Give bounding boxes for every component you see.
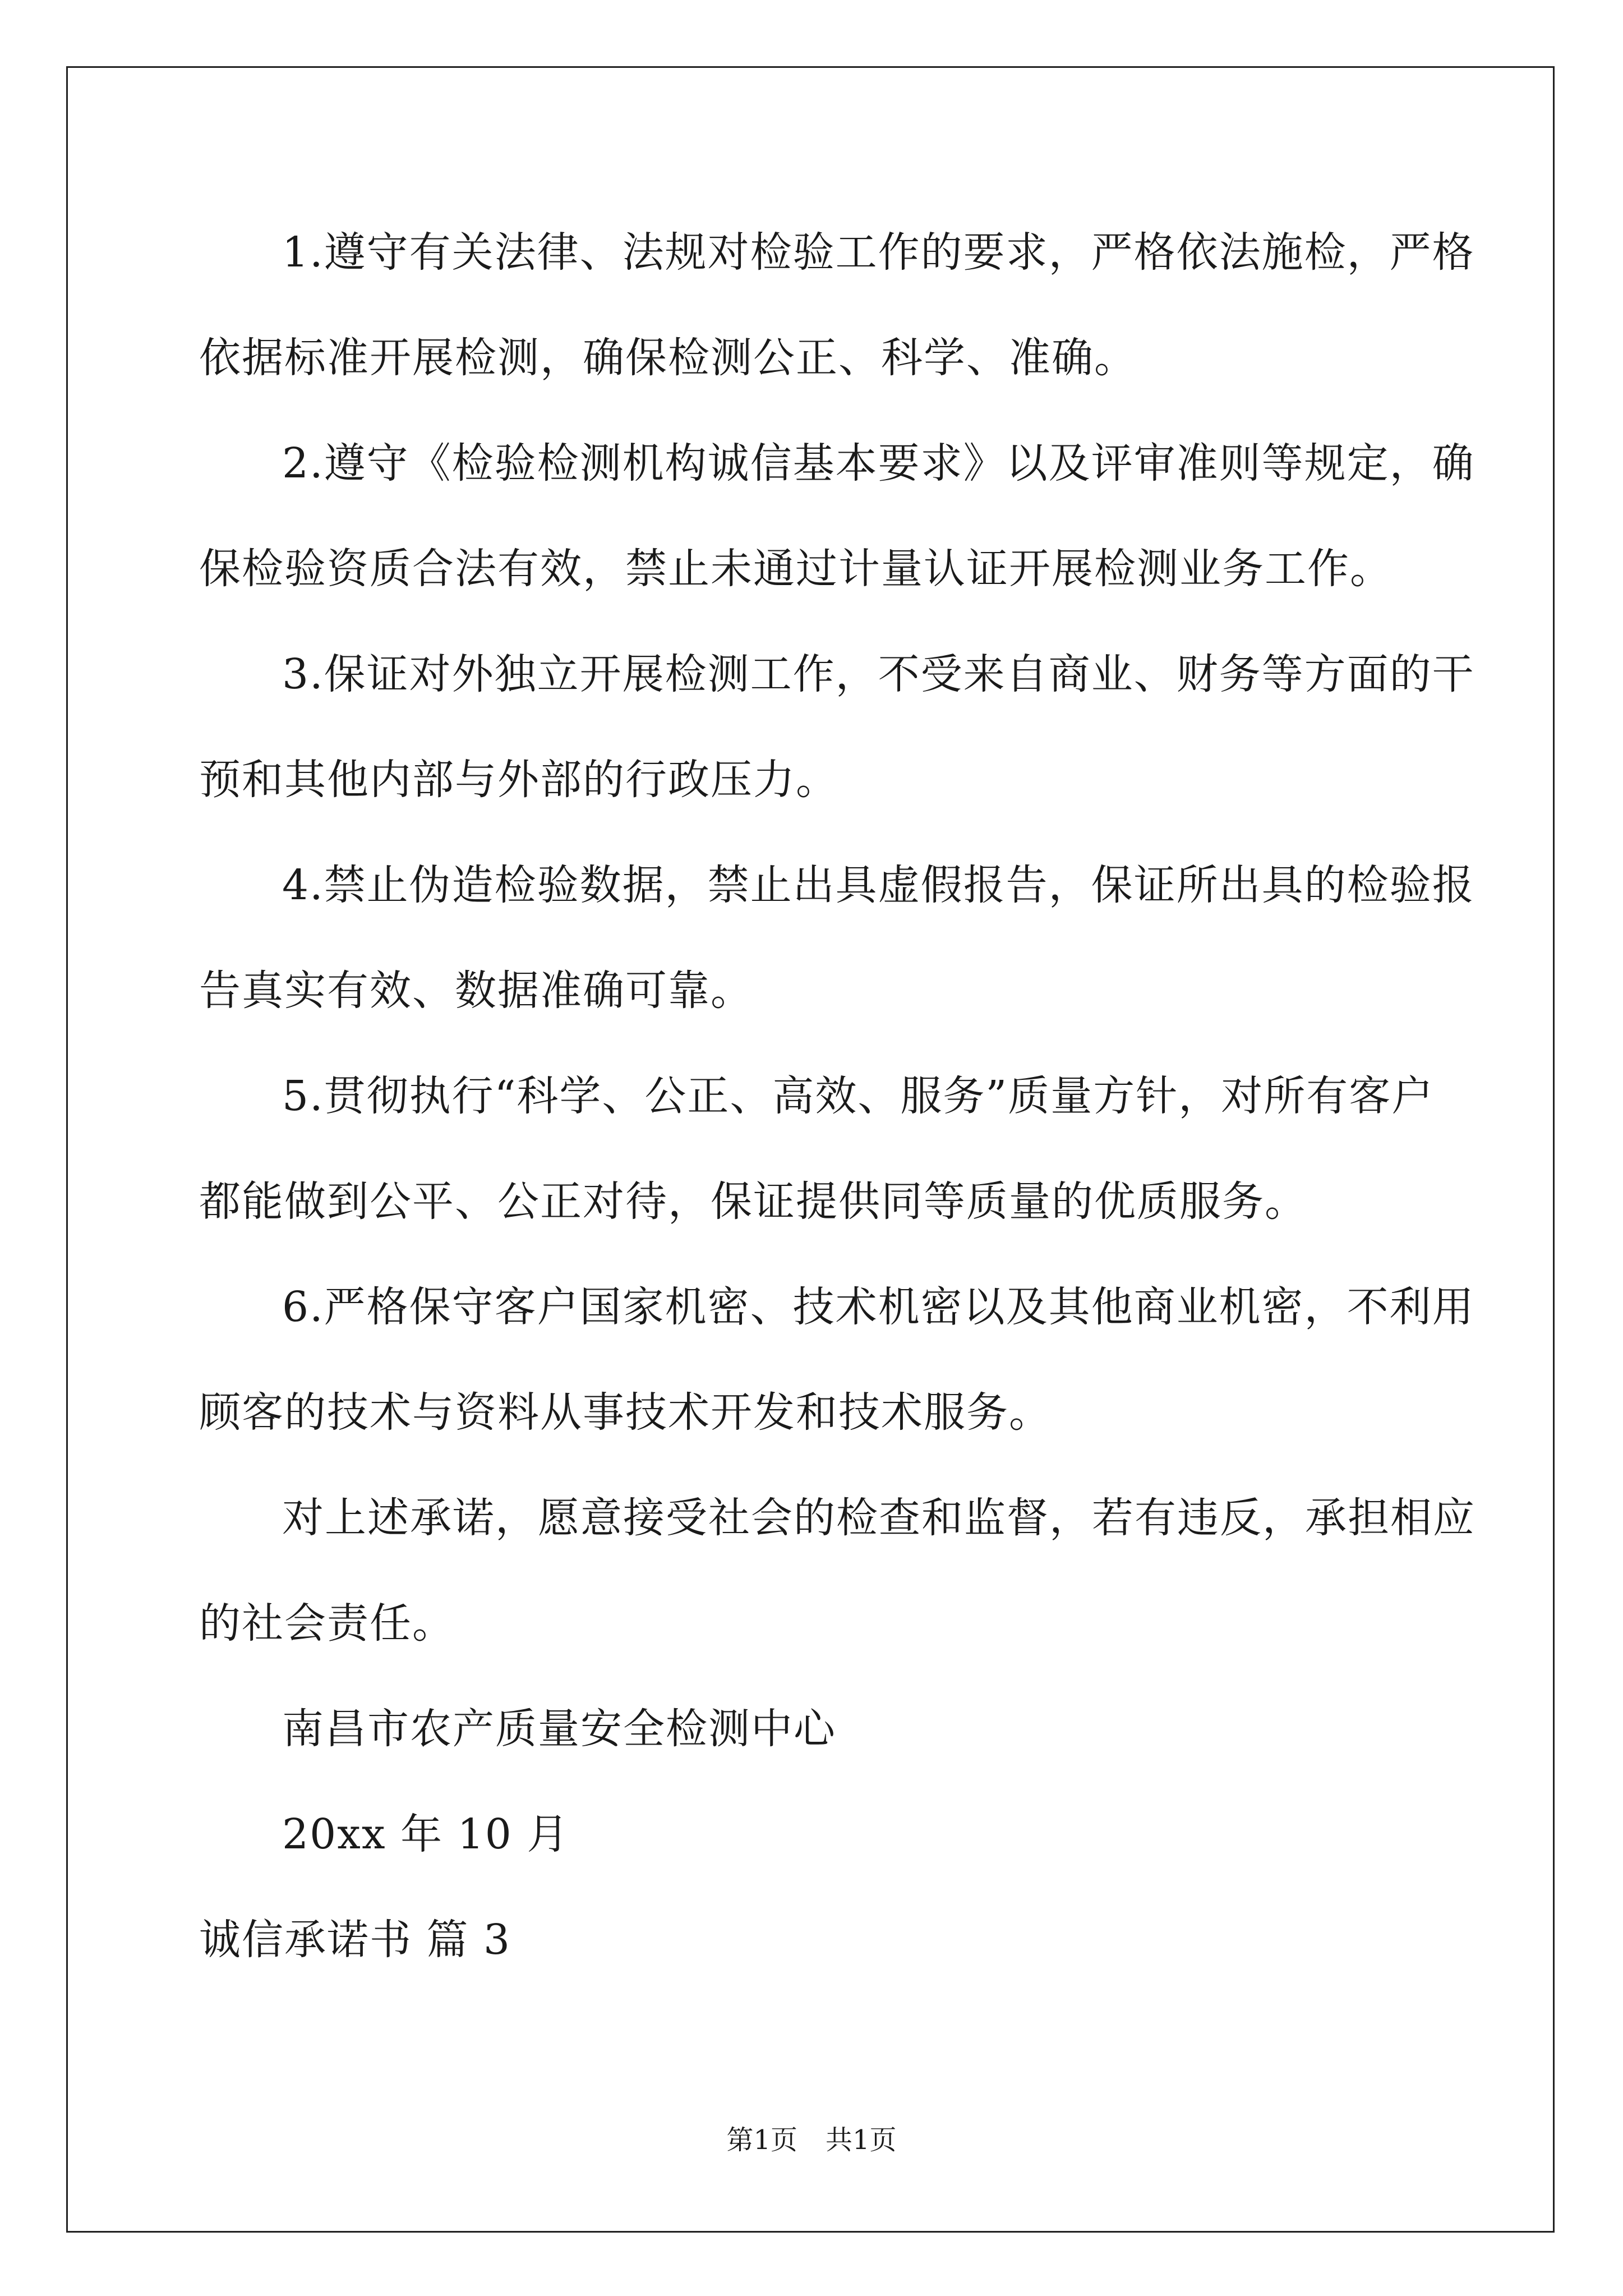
paragraph-2-line-1: 2.遵守《检验检测机构诚信基本要求》以及评审准则等规定，确 — [282, 439, 1475, 487]
paragraph-7-line-2: 的社会责任。 — [199, 1599, 455, 1648]
section-title: 诚信承诺书 篇 3 — [199, 1916, 511, 1964]
paragraph-3-line-1: 3.保证对外独立开展检测工作，不受来自商业、财务等方面的干 — [282, 650, 1475, 698]
page-footer — [0, 2123, 1623, 2157]
page-border — [66, 66, 1555, 2233]
paragraph-5-line-1: 5.贯彻执行“科学、公正、高效、服务”质量方针，对所有客户 — [282, 1072, 1435, 1120]
organization-name: 南昌市农产质量安全检测中心 — [282, 1705, 836, 1753]
paragraph-2-line-2: 保检验资质合法有效，禁止未通过计量认证开展检测业务工作。 — [199, 545, 1393, 593]
paragraph-4-line-1: 4.禁止伪造检验数据，禁止出具虚假报告，保证所出具的检验报 — [282, 861, 1475, 909]
document-date: 20xx 年 10 月 — [282, 1810, 570, 1858]
paragraph-3-line-2: 预和其他内部与外部的行政压力。 — [199, 756, 838, 804]
page-number-total: 共1页 — [826, 2124, 897, 2156]
paragraph-6-line-1: 6.严格保守客户国家机密、技术机密以及其他商业机密，不利用 — [282, 1283, 1475, 1331]
page-number-current: 第1页 — [726, 2124, 797, 2156]
paragraph-1-line-1: 1.遵守有关法律、法规对检验工作的要求，严格依法施检，严格 — [282, 228, 1475, 277]
paragraph-1-line-2: 依据标准开展检测，确保检测公正、科学、准确。 — [199, 334, 1137, 382]
paragraph-5-line-2: 都能做到公平、公正对待，保证提供同等质量的优质服务。 — [199, 1177, 1307, 1226]
paragraph-6-line-2: 顾客的技术与资料从事技术开发和技术服务。 — [199, 1388, 1052, 1437]
paragraph-4-line-2: 告真实有效、数据准确可靠。 — [199, 967, 753, 1015]
paragraph-7-line-1: 对上述承诺，愿意接受社会的检查和监督，若有违反，承担相应 — [282, 1494, 1476, 1542]
